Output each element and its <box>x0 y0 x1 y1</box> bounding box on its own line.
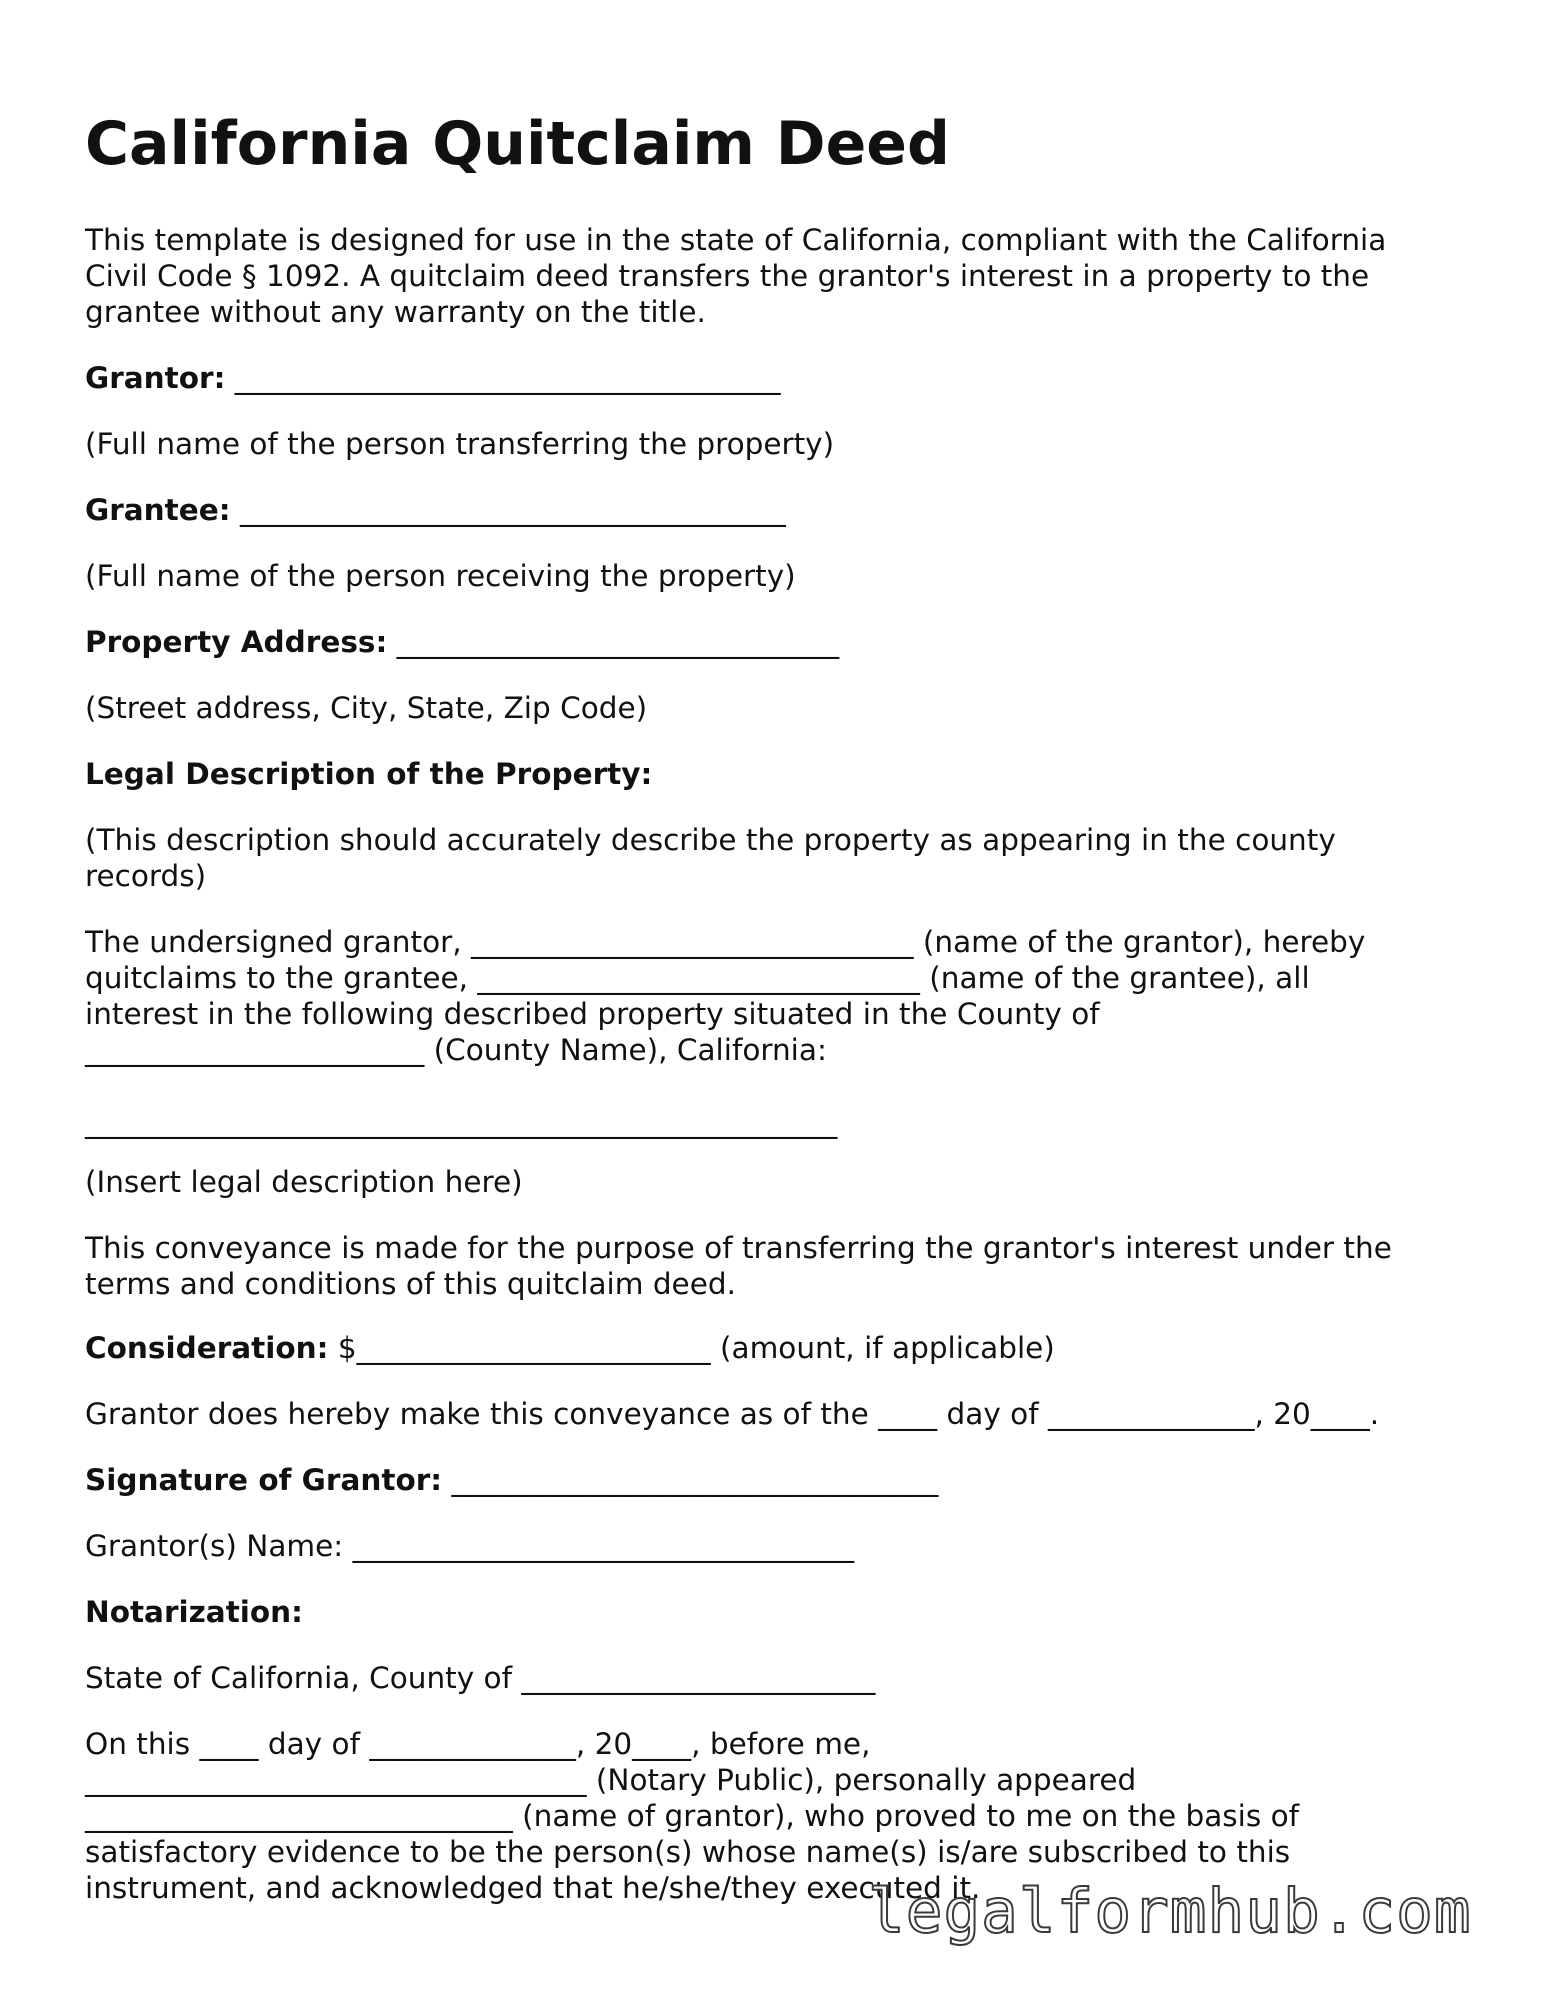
intro-line: Civil Code § 1092. A quitclaim deed transfers the grantor's interest in a property to the <box>85 259 1370 293</box>
grantor-name-field[interactable]: Grantor(s) Name: __________________________________ <box>85 1529 855 1563</box>
watermark-logo: legalformhub.com <box>868 1876 1472 1947</box>
intro-line: grantee without any warranty on the title. <box>85 295 706 329</box>
legal-insert-hint: (Insert legal description here) <box>85 1165 523 1199</box>
intro-paragraph <box>85 222 1386 330</box>
consideration-blank[interactable]: $________________________ (amount, if applicable) <box>328 1331 1055 1365</box>
paragraph-line: This conveyance is made for the purpose of transferring the grantor's interest under the <box>85 1231 1392 1265</box>
property-address-blank[interactable]: ______________________________ <box>387 625 840 659</box>
grantor-hint: (Full name of the person transferring the property) <box>85 427 835 461</box>
conveyance-date-line[interactable]: Grantor does hereby make this conveyance as of the ____ day of ______________, 20____. <box>85 1397 1380 1431</box>
intro-line: This template is designed for use in the state of California, compliant with the California <box>85 223 1387 257</box>
notarization-heading: Notarization: <box>85 1595 303 1629</box>
signature-field <box>85 1462 938 1498</box>
grantor-blank[interactable]: _____________________________________ <box>225 361 781 395</box>
paragraph-line: quitclaims to the grantee, ______________________________ (name of the grantee), all <box>85 961 1310 995</box>
state-county-field[interactable]: State of California, County of ________________________ <box>85 1661 876 1695</box>
grantee-field <box>85 492 786 528</box>
grantee-blank[interactable]: _____________________________________ <box>230 493 786 527</box>
hint-line: (This description should accurately describe the property as appearing in the county <box>85 823 1336 857</box>
paragraph-line: The undersigned grantor, ______________________________ (name of the grantor), hereby <box>85 925 1366 959</box>
paragraph-line: On this ____ day of ______________, 20____, before me, <box>85 1727 871 1761</box>
property-address-label: Property Address: <box>85 625 388 659</box>
paragraph-line: terms and conditions of this quitclaim deed. <box>85 1267 736 1301</box>
property-address-field <box>85 624 839 660</box>
consideration-field <box>85 1330 1055 1366</box>
consideration-label: Consideration: <box>85 1331 329 1365</box>
undersigned-paragraph <box>85 924 1365 1068</box>
conveyance-paragraph <box>85 1230 1392 1302</box>
legal-description-blank[interactable]: ___________________________________________________ <box>85 1105 838 1139</box>
paragraph-line: _______________________ (County Name), California: <box>85 1033 827 1067</box>
paragraph-line: interest in the following described property situated in the County of <box>85 997 1100 1031</box>
paragraph-line: satisfactory evidence to be the person(s) whose name(s) is/are subscribed to this <box>85 1835 1291 1869</box>
grantor-label: Grantor: <box>85 361 226 395</box>
property-address-hint: (Street address, City, State, Zip Code) <box>85 691 648 725</box>
grantor-field <box>85 360 781 396</box>
legal-description-hint <box>85 822 1336 894</box>
paragraph-line: instrument, and acknowledged that he/she/they executed it. <box>85 1871 981 1905</box>
paragraph-line: __________________________________ (Notary Public), personally appeared <box>85 1763 1137 1797</box>
page-title: California Quitclaim Deed <box>85 109 950 179</box>
hint-line: records) <box>85 859 207 893</box>
signature-label: Signature of Grantor: <box>85 1463 443 1497</box>
paragraph-line: _____________________________ (name of grantor), who proved to me on the basis of <box>85 1799 1300 1833</box>
legal-description-heading: Legal Description of the Property: <box>85 757 653 791</box>
grantee-hint: (Full name of the person receiving the property) <box>85 559 796 593</box>
grantee-label: Grantee: <box>85 493 231 527</box>
signature-blank[interactable]: _________________________________ <box>442 1463 939 1497</box>
